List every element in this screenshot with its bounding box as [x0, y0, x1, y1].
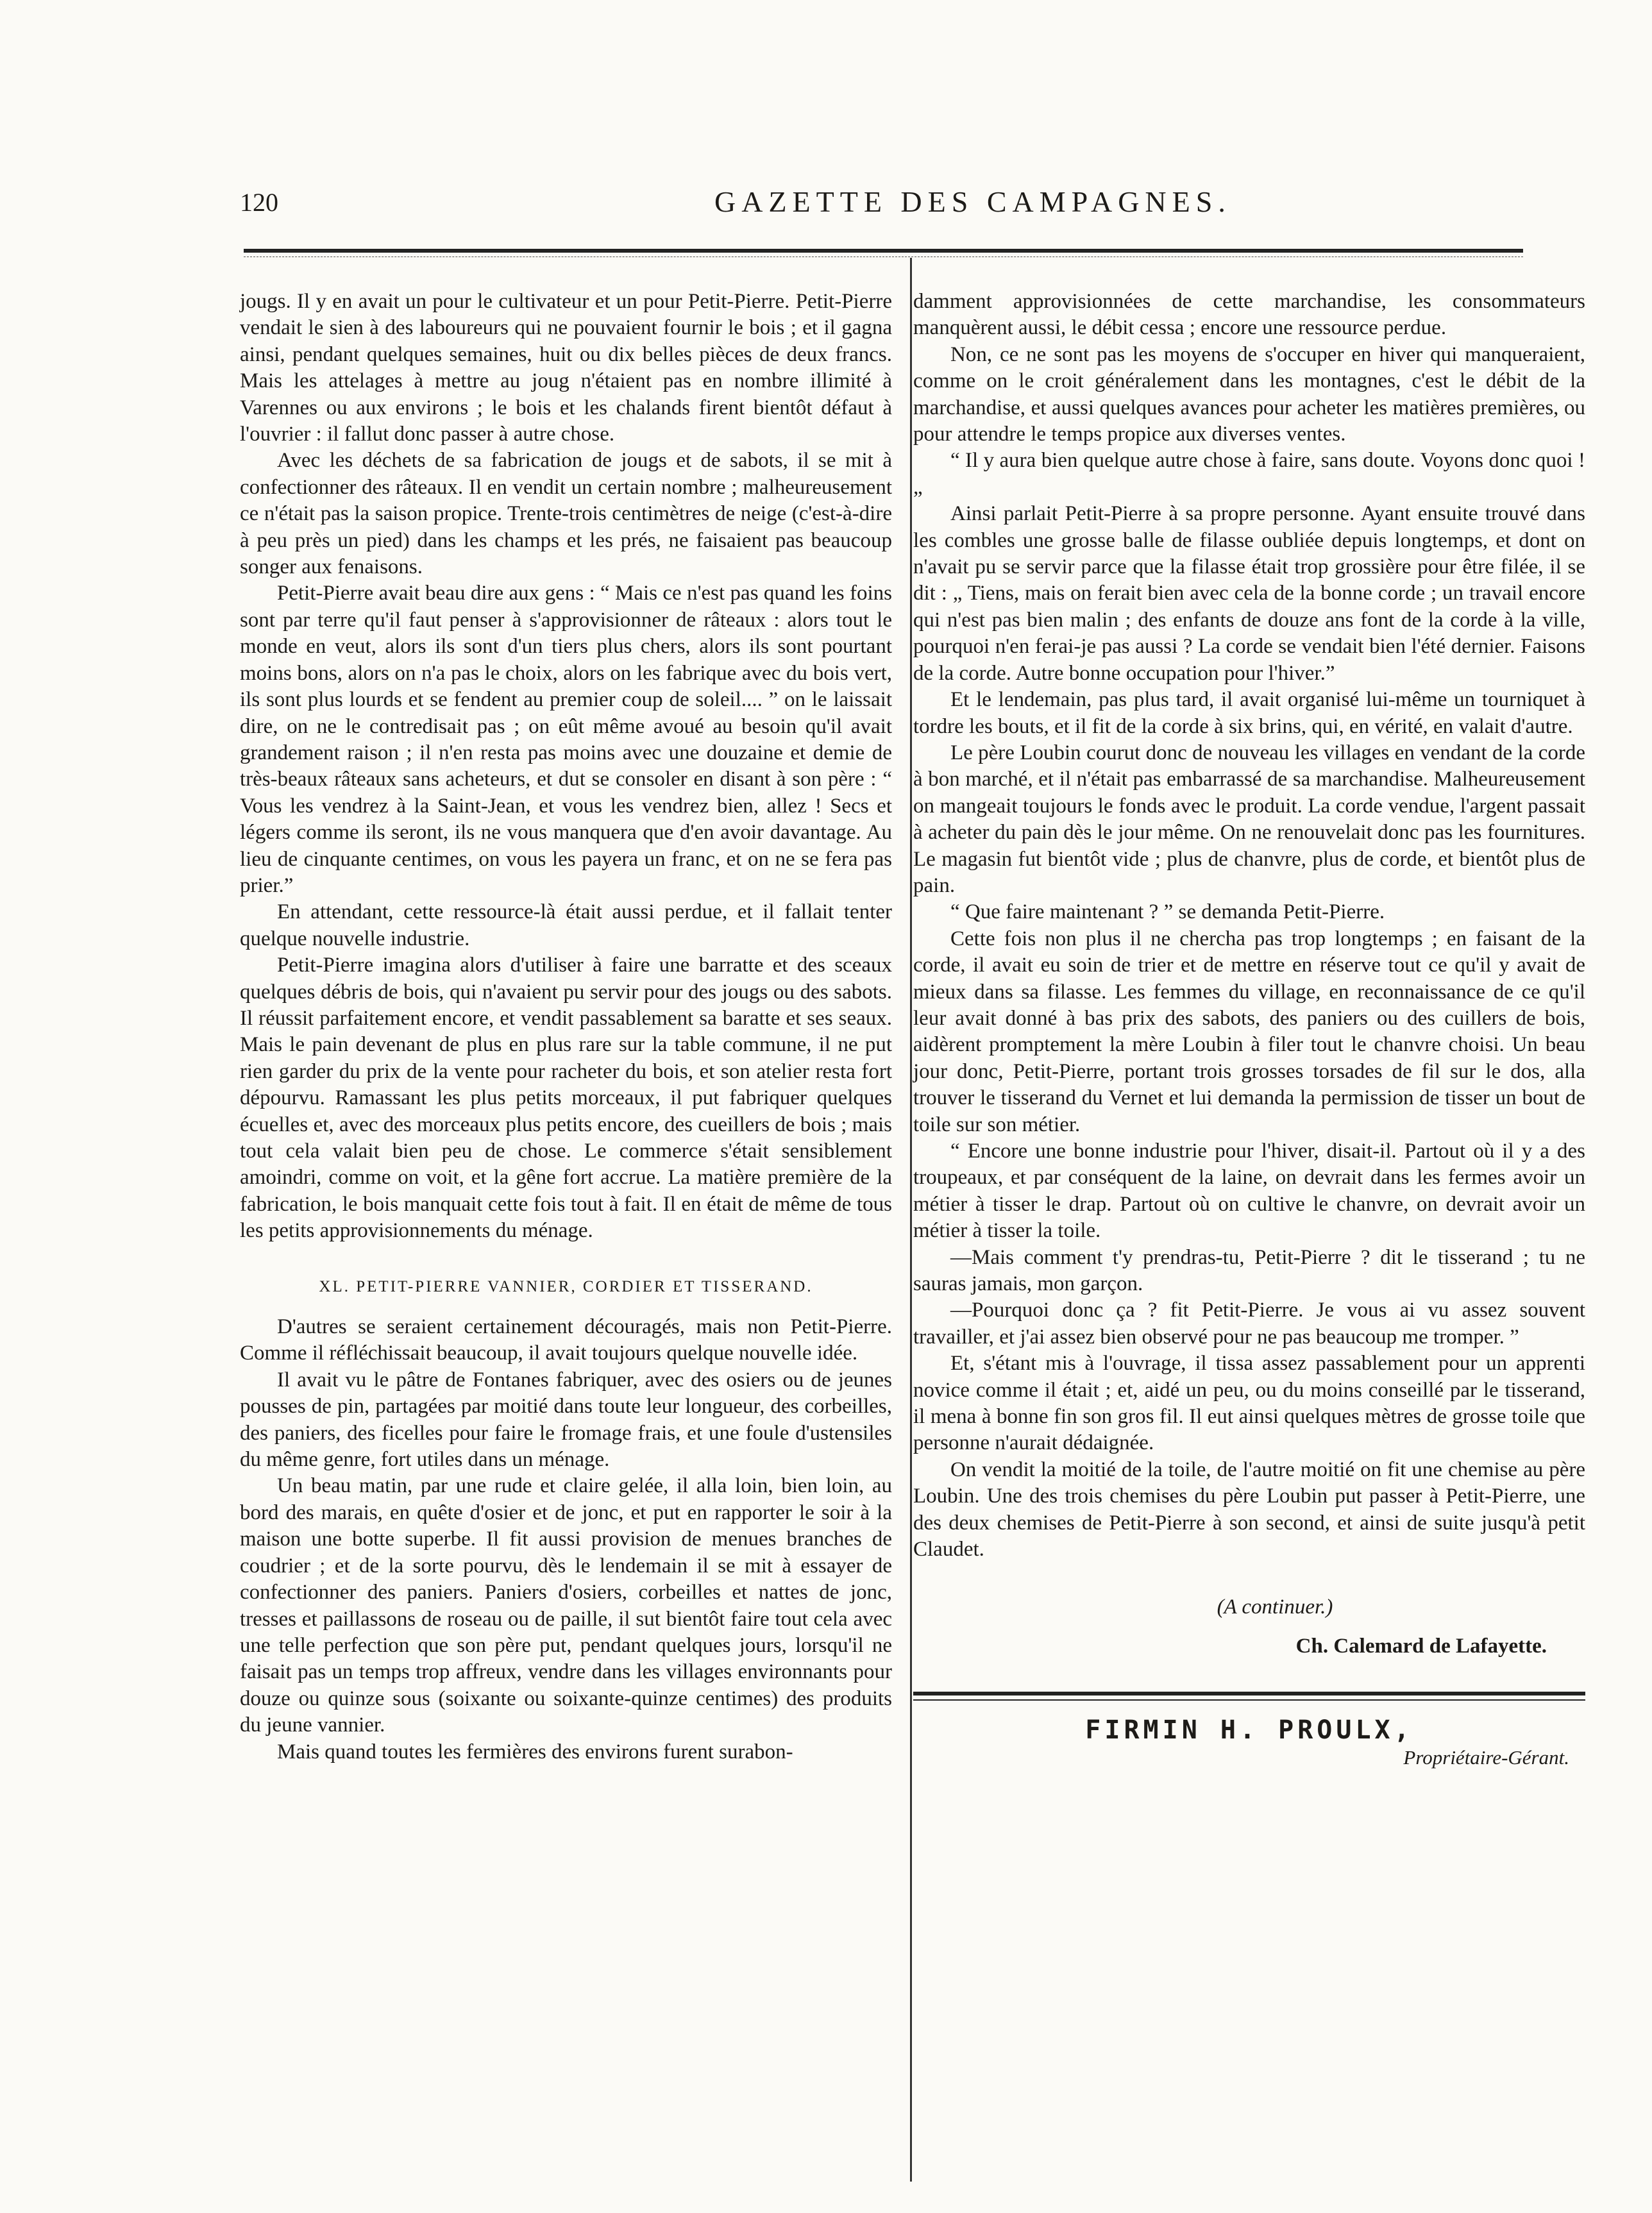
page-number: 120	[240, 188, 278, 217]
paragraph: On vendit la moitié de la toile, de l'autre moitié on fit une chemise au père Loubin. Une des trois chemises du père Loubin put passer à Petit-Pierre, une des deux chemises de Petit-Pierre à son second, et ainsi de suite jusqu'à petit Claudet.	[913, 1458, 1585, 1561]
paragraph: Petit-Pierre imagina alors d'utiliser à faire une barratte et des sceaux quelques débris de bois, qui n'avaient pu servir pour des jougs ou des sabots. Il réussit parfaitement encore, et vendit passablement sa baratte et ses seaux. Mais le pain devenant de plus en plus rare sur la table commune, il ne put rien garder du prix de la vente pour racheter du bois, et son atelier resta fort dépourvu. Ramassant les plus petits morceaux, il put fabriquer quelques écuelles et, avec des morceaux plus petits encore, des cueillers de bois ; mais tout cela valait bien peu de chose. Le commerce s'était sensiblement amoindri, comme on voit, et la gêne fort accrue. La matière première de la fabrication, le bois manquait cette fois tout à fait. Il en était de même de tous les petits approvisionnements du ménage.	[240, 954, 892, 1243]
paragraph: D'autres se seraient certainement découragés, mais non Petit-Pierre. Comme il réfléchissait beaucoup, il avait toujours quelque nouvelle idée.	[240, 1315, 892, 1365]
paragraph: —Mais comment t'y prendras-tu, Petit-Pierre ? dit le tisserand ; tu ne sauras jamais, mon garçon.	[913, 1245, 1585, 1296]
paragraph: Avec les déchets de sa fabrication de jougs et de sabots, il se mit à confectionner des râteaux. Il en vendit un certain nombre ; malheureusement ce n'était pas la saison propice. Trente-trois centimètres de neige (c'est-à-dire à peu près un pied) dans les champs et les prés, ne faisaient pas beaucoup songer aux fenaisons.	[240, 449, 892, 579]
header-rule	[244, 249, 1523, 253]
paragraph: —Pourquoi donc ça ? fit Petit-Pierre. Je vous ai vu assez souvent travailler, et j'ai assez bien observé pour ne pas beaucoup me tromper. ”	[913, 1299, 1585, 1349]
paragraph: Et le lendemain, pas plus tard, il avait organisé lui-même un tourniquet à tordre les bouts, et il fit de la corde à six brins, qui, en vérité, en valait d'autre.	[913, 688, 1585, 738]
paragraph: En attendant, cette ressource-là était aussi perdue, et il fallait tenter quelque nouvelle industrie.	[240, 900, 892, 950]
paragraph: Un beau matin, par une rude et claire gelée, il alla loin, bien loin, au bord des marais, en quête d'osier et de jonc, et put en rapporter le soir à la maison une botte superbe. Il fit aussi provision de menues branches de coudrier ; et de la sorte pourvu, dès le lendemain il se mit à essayer de confectionner des paniers. Paniers d'osiers, corbeilles et nattes de jonc, tresses et paillassons de roseau ou de paille, il sut bientôt faire tout cela avec une telle perfection que son père put, pendant quelques jours, lorsqu'il ne faisait pas un temps trop affreux, vendre dans les villages environnants pour douze ou quinze sous (soixante ou soixante-quinze centimes) des produits du jeune vannier.	[240, 1474, 892, 1737]
paragraph: Ainsi parlait Petit-Pierre à sa propre personne. Ayant ensuite trouvé dans les combles une grosse balle de filasse oubliée depuis longtemps, et dont on n'avait pu se servir parce que la filasse était trop grossière pour être filée, il se dit : „ Tiens, mais on ferait bien avec cela de la bonne corde ; un travail encore qui n'est pas bien malin ; des enfants de douze ans font de la corde à la ville, pourquoi n'en ferai-je pas aussi ? La corde se vendait bien l'été dernier. Faisons de la corde. Autre bonne occupation pour l'hiver.”	[913, 502, 1585, 685]
paragraph: Le père Loubin courut donc de nouveau les villages en vendant de la corde à bon marché, et il n'était pas embarrassé de sa marchandise. Malheureusement on mangeait toujours le fonds avec le produit. La corde vendue, l'argent passait à acheter du pain dès le jour même. On ne renouvelait donc pas les fournitures. Le magasin fut bientôt vide ; plus de chanvre, plus de corde, et bientôt plus de pain.	[913, 741, 1585, 897]
paragraph: “ Encore une bonne industrie pour l'hiver, disait-il. Partout où il y a des troupeaux, et par conséquent de la laine, on devrait dans les fermes avoir un métier à tisser le drap. Partout où on cultive le chanvre, on devrait avoir un métier à tisser la toile.	[913, 1140, 1585, 1243]
running-title: GAZETTE DES CAMPAGNES.	[714, 185, 1231, 218]
section-heading: XL. PETIT-PIERRE VANNIER, CORDIER ET TISSERAND.	[319, 1277, 813, 1295]
continuation-note: (A continuer.)	[1217, 1595, 1333, 1619]
footer-rule-thin	[913, 1699, 1585, 1701]
paragraph: Petit-Pierre avait beau dire aux gens : “ Mais ce n'est pas quand les foins sont par terre qu'il faut penser à s'approvisionner de râteaux : alors tout le monde en veut, alors ils sont d'un tiers plus chers, alors ils sont pourtant moins bons, alors on n'a pas le choix, alors on les fabrique avec du bois vert, ils sont plus lourds et se fendent au premier coup de soleil.... ” on le laissait dire, on ne le contredisait pas ; on eût même avoué au besoin qu'il avait grandement raison ; il n'en resta pas moins avec une douzaine et demie de très-beaux râteaux sans acheteurs, et dut se consoler en disant à son père : “ Vous les vendrez à la Saint-Jean, et vous les vendrez bien, allez ! Secs et légers comme ils seront, ils ne vous manquera que d'en avoir davantage. Au lieu de cinquante centimes, on vous les payera un franc, et on ne se fera pas prier.”	[240, 582, 892, 897]
paragraph: Il avait vu le pâtre de Fontanes fabriquer, avec des osiers ou de jeunes pousses de pin, partagées par moitié dans toute leur longueur, des corbeilles, des paniers, des ficelles pour faire le fromage frais, et une foule d'ustensiles du même genre, fort utiles dans un ménage.	[240, 1368, 892, 1472]
footer-rule	[913, 1692, 1585, 1696]
publisher-name: FIRMIN H. PROULX,	[1085, 1715, 1413, 1746]
publisher-title: Propriétaire-Gérant.	[1403, 1746, 1569, 1769]
paragraph: jougs. Il y en avait un pour le cultivateur et un pour Petit-Pierre. Petit-Pierre vendait le sien à des laboureurs qui ne pouvaient fournir le bois ; et il gagna ainsi, pendant quelques semaines, huit ou dix belles pièces de deux francs. Mais les attelages à mettre au joug n'étaient pas en nombre illimité à Varennes ou aux environs ; le bois et les chalands firent bientôt défaut à l'ouvrier : il fallut donc passer à autre chose.	[240, 290, 892, 446]
column-divider	[910, 258, 912, 2182]
left-column	[240, 289, 892, 1765]
paragraph: Mais quand toutes les fermières des environs furent surabon-	[277, 1740, 793, 1763]
paragraph: damment approvisionnées de cette marchandise, les consommateurs manquèrent aussi, le débit cessa ; encore une ressource perdue.	[913, 290, 1585, 340]
paragraph: Cette fois non plus il ne chercha pas trop longtemps ; en faisant de la corde, il avait eu soin de trier et de mettre en réserve tout ce qu'il y avait de mieux dans sa filasse. Les femmes du village, en reconnaissance de ce qu'il leur avait donné à bas prix des sabots, des paniers ou des cuillers de bois, aidèrent promptement la mère Loubin à filer tout le chanvre choisi. Un beau jour donc, Petit-Pierre, portant trois grosses torsades de fil sur le dos, alla trouver le tisserand du Vernet et lui demanda la permission de tisser un bout de toile sur son métier.	[913, 927, 1585, 1136]
right-column	[913, 289, 1585, 1771]
author-signature: Ch. Calemard de Lafayette.	[1295, 1634, 1547, 1658]
paragraph: Non, ce ne sont pas les moyens de s'occuper en hiver qui manqueraient, comme on le croit généralement dans les montagnes, c'est le débit de la marchandise, et aussi quelques avances pour acheter les matières premières, ou pour attendre le temps propice aux diverses ventes.	[913, 342, 1585, 446]
paragraph: “ Que faire maintenant ? ” se demanda Petit-Pierre.	[950, 900, 1385, 924]
paragraph: Et, s'étant mis à l'ouvrage, il tissa assez passablement pour un apprenti novice comme il était ; et, aidé un peu, ou du moins conseillé par le tisserand, il mena à bonne fin son gros fil. Il eut ainsi quelques mètres de grosse toile que personne n'aurait dédaignée.	[913, 1352, 1585, 1455]
paragraph: “ Il y aura bien quelque autre chose à faire, sans doute. Voyons donc quoi ! „	[913, 449, 1585, 499]
